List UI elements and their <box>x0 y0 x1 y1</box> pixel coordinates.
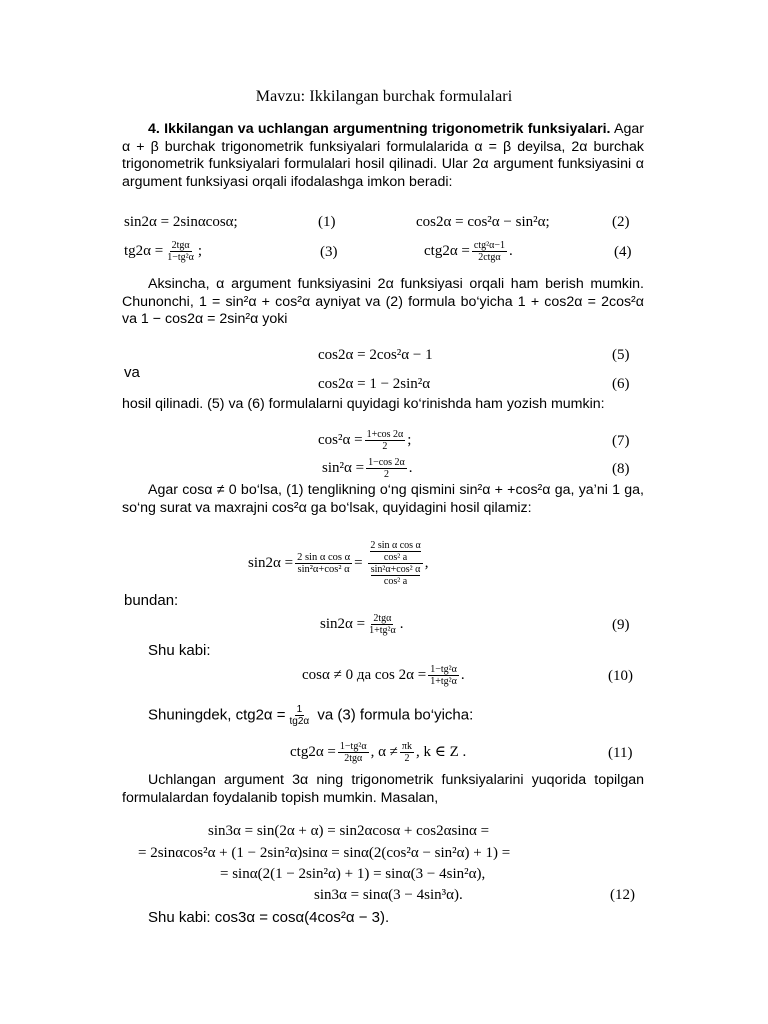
equation-3-number: (3) <box>320 244 338 260</box>
equation-6: cos2α = 1 − 2sin²α <box>318 376 431 392</box>
equation-11: ctg2α = $\frac{\text{1−tg²α}}{\text{2tgα}}$ , α ≠ $\frac{\pi k}{2}$ , k ∈ Z . <box>290 741 467 764</box>
derivation-line-2: = 2sinαcos²α + (1 − 2sin²α)sinα = sinα(2(cos²α − sin²α) + 1) = <box>138 845 511 861</box>
derivation-line-1: sin3α = sin(2α + α) = sin2αcosα + cos2αsinα = <box>208 823 490 839</box>
equation-5-number: (5) <box>612 347 630 363</box>
paragraph-4: Agar cosα ≠ 0 bo‘lsa, (1) tenglikning o‘ng qismini sin²α + +cos²α ga, ya’ni 1 ga, so‘ng surat va maxrajni cos²α ga bo‘lsak, quyidagini hosil qilamiz: <box>122 482 644 516</box>
equation-1-number: (1) <box>318 214 336 230</box>
equation-6-number: (6) <box>612 376 630 392</box>
equation-11-number: (11) <box>608 745 633 761</box>
page-title: Mavzu: Ikkilangan burchak formulalari <box>255 88 513 105</box>
last-line: Shu kabi: cos3α = cosα(4cos²α − 3). <box>148 909 390 926</box>
shu-kabi-label: Shu kabi: <box>148 642 211 659</box>
equation-1: sin2α = 2sinαcosα; <box>124 214 238 230</box>
shuningdek-line: Shuningdek, ctg2α = $\frac{1}{tg2\alpha}$ va (3) formula bo‘yicha: <box>148 704 474 727</box>
equation-7: cos²α = $\frac{1+\cos 2\alpha}{2}$ ; <box>318 429 412 452</box>
derivation-line-4: sin3α = sinα(3 − 4sin³α). <box>314 887 463 903</box>
equation-10-number: (10) <box>608 668 633 684</box>
word-va: va <box>124 364 140 381</box>
intro-paragraph <box>122 121 644 191</box>
paragraph-5: Uchlangan argument 3α ning trigonometrik funksiyalarini yuqorida topilgan formulalardan foydalanib topish mumkin. Masalan, <box>122 772 644 806</box>
paragraph-3: hosil qilinadi. (5) va (6) formulalarni quyidagi ko‘rinishda ham yozish mumkin: <box>122 396 605 412</box>
word-bundan: bundan: <box>124 592 179 609</box>
intro-text: Agar α + β burchak trigonometrik funksiyalari formulalarida α = β deyilsa, 2α burchak trigonometrik funksiyalari formulalari hosil qilinadi. Ular 2α argument funksiyasini α argument funksiyasi orqali ifodalashga imkon beradi: <box>122 121 644 190</box>
equation-5: cos2α = 2cos²α − 1 <box>318 347 433 363</box>
paragraph-2: Aksincha, α argument funksiyasini 2α funksiyasi orqali ham berish mumkin. Chunonchi, 1 = sin²α + cos²α ayniyat va (2) formula bo‘yicha 1 + cos2α = 2cos²α va 1 − cos2α = 2sin²α yoki <box>122 276 644 327</box>
derivation-line-3: = sinα(2(1 − 2sin²α) + 1) = sinα(3 − 4sin²α), <box>220 866 486 882</box>
equation-2-number: (2) <box>612 214 630 230</box>
equation-3: tg2α = $\frac{\text{2tgα}}{\text{1−tg²α}}$ ; <box>124 240 203 263</box>
equation-4: ctg2α = $\frac{\text{ctg²α−1}}{\text{2ctgα}}$ . <box>424 240 513 263</box>
equation-8: sin²α = $\frac{1-\cos 2\alpha}{2}$ . <box>322 457 413 480</box>
equation-10: cosα ≠ 0 да cos 2α = $\frac{\text{1−tg²α}}{\text{1+tg²α}}$ . <box>302 664 465 687</box>
section-heading: 4. Ikkilangan va uchlangan argumentning trigonometrik funksiyalari. <box>148 121 611 137</box>
equation-sin2a-derivation: sin2α = $\frac{\text{2 sin α cos α}}{\text{sin²α+cos² α}}$ = 2 sin α cos α cos² a sin²α+cos² α cos² a , <box>248 540 429 587</box>
equation-8-number: (8) <box>612 461 630 477</box>
equation-4-number: (4) <box>614 244 632 260</box>
equation-9: sin2α = $\frac{\text{2tgα}}{\text{1+tg²α}}$ . <box>320 613 404 636</box>
equation-12-number: (12) <box>610 887 635 903</box>
equation-9-number: (9) <box>612 617 630 633</box>
equation-2: cos2α = cos²α − sin²α; <box>416 214 550 230</box>
equation-7-number: (7) <box>612 433 630 449</box>
